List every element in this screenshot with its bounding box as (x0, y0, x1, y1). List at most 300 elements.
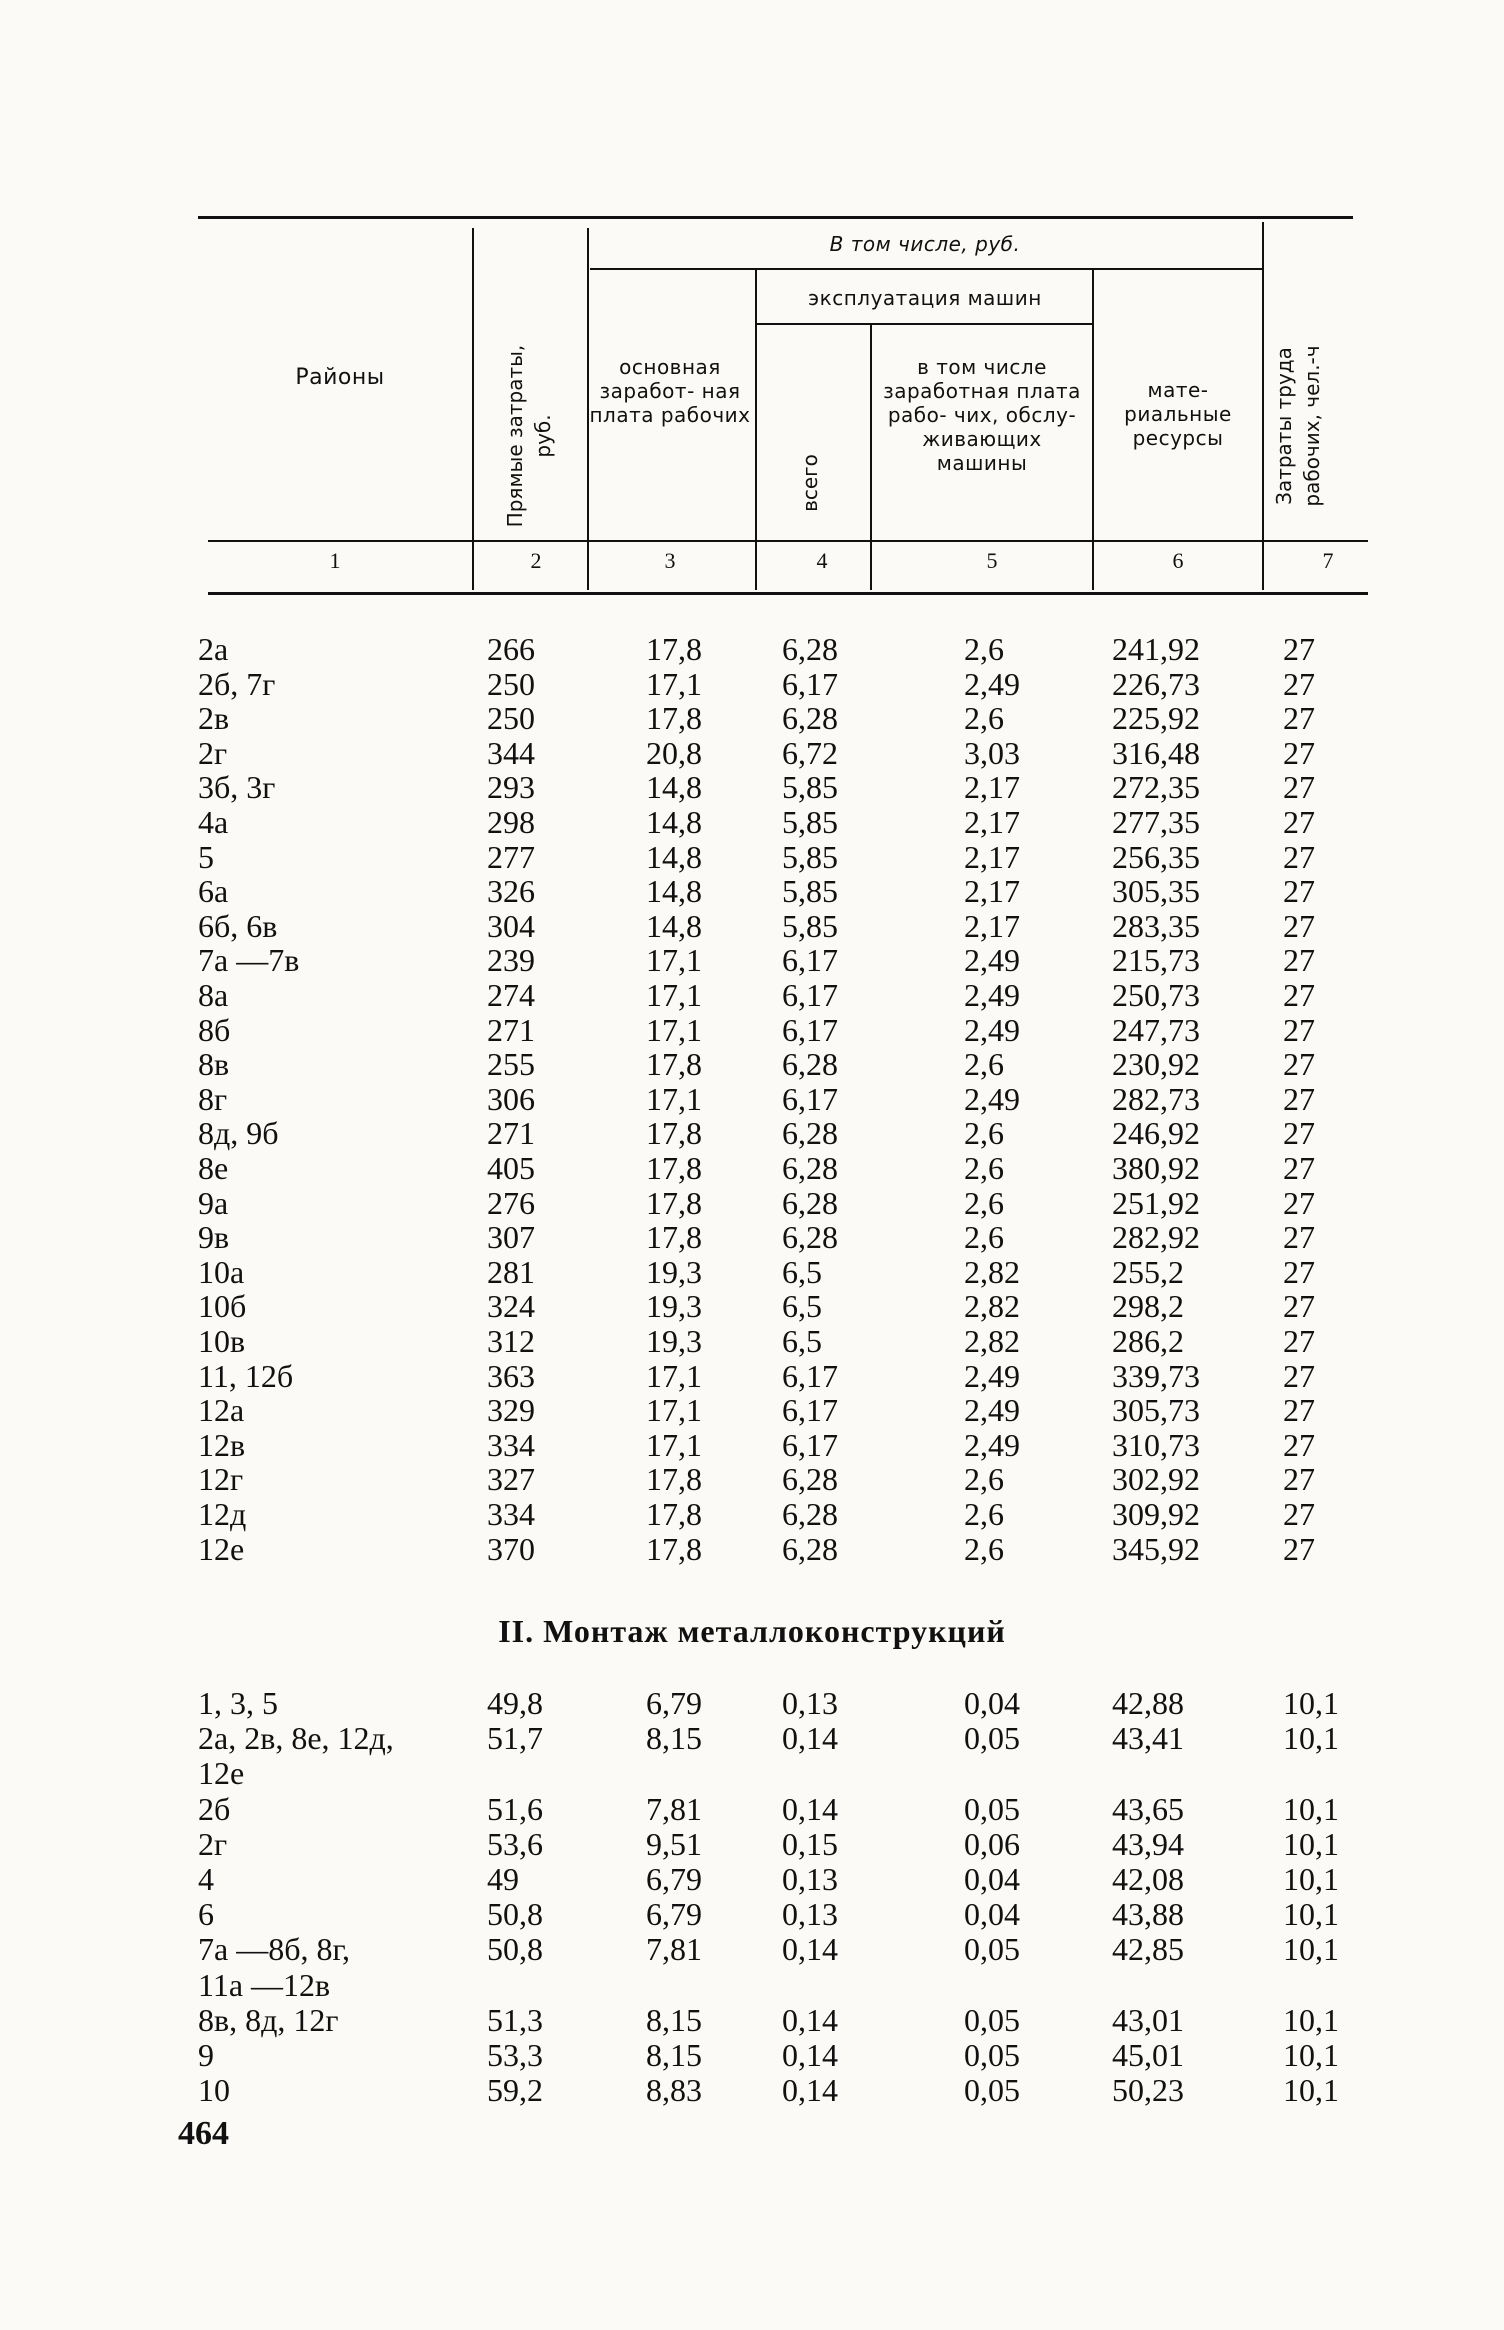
cell-col-1: 3б, 3г (198, 769, 276, 806)
cell-col-5: 2,6 (964, 700, 1004, 737)
cell-col-1: 10 (198, 2072, 230, 2109)
cell-col-6: 247,73 (1112, 1011, 1200, 1048)
cell-col-7: 27 (1283, 1288, 1315, 1325)
cell-col-4: 0,14 (782, 1790, 838, 1827)
cell-col-6: 345,92 (1112, 1530, 1200, 1567)
cell-col-4: 6,28 (782, 700, 838, 737)
cell-col-5: 2,49 (964, 1392, 1020, 1429)
group-rule (590, 268, 1262, 270)
header-bottom-rule (208, 540, 1368, 542)
cell-col-7: 10,1 (1283, 1825, 1339, 1862)
cell-col-1: 7а —7в (198, 942, 300, 979)
cell-col-3: 14,8 (646, 769, 702, 806)
cell-col-1: 6а (198, 873, 229, 910)
cell-col-7: 27 (1283, 1080, 1315, 1117)
cell-col-1: 8е (198, 1150, 229, 1186)
cell-col-3: 17,8 (646, 1115, 702, 1152)
cell-col-1: 6 (198, 1896, 214, 1933)
cell-col-5: 2,49 (964, 942, 1020, 979)
cell-col-6: 215,73 (1112, 942, 1200, 979)
cell-col-3: 8,15 (646, 2001, 702, 2038)
cell-col-3: 17,1 (646, 1392, 702, 1429)
cell-col-5: 2,82 (964, 1288, 1020, 1325)
cell-col-1: 10а (198, 1253, 245, 1290)
table-row (0, 1116, 1504, 1150)
cell-col-7: 27 (1283, 700, 1315, 737)
cell-col-6: 305,35 (1112, 873, 1200, 910)
table-row (0, 978, 1504, 1012)
cell-col-2: 50,8 (487, 1896, 543, 1933)
table-row (0, 1393, 1504, 1427)
cell-col-2: 53,6 (487, 1825, 543, 1862)
table-row (0, 2003, 1504, 2037)
table-row (0, 1532, 1504, 1566)
cell-col-6: 43,88 (1112, 1896, 1184, 1933)
table-row (0, 736, 1504, 770)
cell-col-4: 5,85 (782, 907, 838, 944)
cell-col-7: 10,1 (1283, 1931, 1339, 1968)
cell-col-4: 6,5 (782, 1288, 822, 1325)
cell-col-2: 51,3 (487, 2001, 543, 2038)
cell-col-2: 59,2 (487, 2072, 543, 2109)
cell-col-4: 6,28 (782, 1530, 838, 1567)
cell-col-5: 2,6 (964, 631, 1004, 667)
table-row (0, 1359, 1504, 1393)
cell-col-1: 9а (198, 1184, 229, 1221)
cell-col-3: 19,3 (646, 1253, 702, 1290)
cell-col-5: 0,05 (964, 2001, 1020, 2038)
table-row (0, 632, 1504, 666)
cell-col-7: 27 (1283, 873, 1315, 910)
cell-col-1: 8д, 9б (198, 1115, 279, 1152)
cell-col-4: 0,14 (782, 2072, 838, 2109)
cell-col-7: 27 (1283, 631, 1315, 667)
cell-col-3: 7,81 (646, 1931, 702, 1968)
cell-col-6: 282,92 (1112, 1219, 1200, 1256)
cell-col-1: 8в, 8д, 12г (198, 2001, 339, 2038)
cell-col-6: 272,35 (1112, 769, 1200, 806)
cell-col-2: 307 (487, 1219, 535, 1256)
cell-col-3: 17,8 (646, 1461, 702, 1498)
cell-col-2: 53,3 (487, 2037, 543, 2073)
cell-col-4: 6,28 (782, 1219, 838, 1256)
cell-col-4: 6,17 (782, 1426, 838, 1463)
cell-col-2: 363 (487, 1357, 535, 1394)
cell-col-2: 312 (487, 1323, 535, 1359)
table-row (0, 1151, 1504, 1185)
cell-col-7: 27 (1283, 1253, 1315, 1290)
cell-col-2: 281 (487, 1253, 535, 1290)
header-top-rule (198, 216, 1353, 219)
cell-col-1: 6б, 6в (198, 907, 278, 944)
header-zarplata-mashiny: в том числе заработная плата рабо- чих, обслу- живающих машины (883, 355, 1081, 475)
cell-col-3: 8,15 (646, 1720, 702, 1757)
cell-col-6: 50,23 (1112, 2072, 1184, 2109)
cell-col-6: 339,73 (1112, 1357, 1200, 1394)
cell-col-6: 241,92 (1112, 631, 1200, 667)
cell-col-2: 51,7 (487, 1720, 543, 1757)
cell-col-2: 298 (487, 804, 535, 840)
cell-col-3: 17,1 (646, 1080, 702, 1117)
table-row (0, 1289, 1504, 1323)
cell-col-7: 27 (1283, 734, 1315, 771)
cell-col-2: 271 (487, 1011, 535, 1048)
cell-col-5: 0,05 (964, 1790, 1020, 1827)
cell-col-4: 6,28 (782, 1184, 838, 1221)
colnum-3: 3 (664, 548, 676, 573)
cell-col-3: 17,8 (646, 1046, 702, 1083)
cell-col-1: 12в (198, 1426, 246, 1463)
cell-col-4: 5,85 (782, 838, 838, 875)
colnum-7: 7 (1322, 548, 1334, 573)
table-row (0, 909, 1504, 943)
cell-col-3: 17,1 (646, 977, 702, 1013)
header-zatraty-truda: Затраты труда рабочих, чел.-ч (1272, 345, 1324, 507)
cell-col-6: 230,92 (1112, 1046, 1200, 1083)
table-row (0, 805, 1504, 839)
cell-col-2: 405 (487, 1150, 535, 1186)
table-row (0, 1897, 1504, 1931)
cell-col-3: 17,1 (646, 1426, 702, 1463)
cell-col-3: 17,1 (646, 1011, 702, 1048)
cell-col-6: 316,48 (1112, 734, 1200, 771)
cell-col-1: 12г (198, 1461, 244, 1498)
cell-col-4: 6,72 (782, 734, 838, 771)
cell-col-4: 6,28 (782, 1115, 838, 1152)
cell-col-6: 42,08 (1112, 1861, 1184, 1897)
cell-col-4: 6,17 (782, 942, 838, 979)
cell-col-5: 2,6 (964, 1219, 1004, 1256)
cell-col-3: 17,8 (646, 631, 702, 667)
cell-col-5: 3,03 (964, 734, 1020, 771)
cell-col-4: 0,14 (782, 1720, 838, 1757)
cell-col-3: 20,8 (646, 734, 702, 771)
cell-col-4: 0,13 (782, 1861, 838, 1897)
header-osnovnaya-zarplata: основная заработ- ная плата рабочих (589, 355, 751, 427)
cell-col-4: 5,85 (782, 769, 838, 806)
cell-col-5: 0,05 (964, 2037, 1020, 2073)
cell-col-7: 27 (1283, 1011, 1315, 1048)
cell-col-4: 6,17 (782, 1357, 838, 1394)
cell-col-5: 0,05 (964, 1931, 1020, 1968)
cell-col-1: 8б (198, 1011, 231, 1048)
cell-col-3: 8,83 (646, 2072, 702, 2109)
cell-col-2: 277 (487, 838, 535, 875)
cell-col-7: 27 (1283, 665, 1315, 702)
table-row (0, 1756, 1504, 1790)
cell-col-2: 306 (487, 1080, 535, 1117)
cell-col-4: 6,17 (782, 1011, 838, 1048)
cell-col-1: 12д (198, 1496, 247, 1532)
cell-col-3: 14,8 (646, 873, 702, 910)
cell-col-2: 334 (487, 1426, 535, 1463)
cell-col-3: 17,8 (646, 1496, 702, 1532)
cell-col-1: 10в (198, 1323, 246, 1359)
cell-col-3: 17,8 (646, 1219, 702, 1256)
table-row (0, 1082, 1504, 1116)
cell-col-7: 10,1 (1283, 1685, 1339, 1721)
cell-col-7: 10,1 (1283, 1861, 1339, 1897)
colnum-6: 6 (1172, 548, 1184, 573)
cell-col-6: 282,73 (1112, 1080, 1200, 1117)
table-row (0, 1428, 1504, 1462)
table-row (0, 2073, 1504, 2107)
cell-col-1: 12а (198, 1392, 245, 1429)
table-row (0, 1324, 1504, 1358)
cell-col-5: 2,6 (964, 1046, 1004, 1083)
cell-col-4: 6,5 (782, 1253, 822, 1290)
cell-col-1: 8в (198, 1046, 230, 1083)
cell-col-1: 11а —12в (198, 1966, 331, 2003)
cell-col-4: 6,17 (782, 1392, 838, 1429)
cell-col-3: 17,8 (646, 1184, 702, 1221)
cell-col-6: 251,92 (1112, 1184, 1200, 1221)
table-row (0, 1792, 1504, 1826)
cell-col-3: 19,3 (646, 1323, 702, 1359)
header-subgroup-ekspluatatsiya: эксплуатация машин (808, 286, 1042, 310)
cell-col-6: 43,01 (1112, 2001, 1184, 2038)
cell-col-6: 43,41 (1112, 1720, 1184, 1757)
cell-col-7: 10,1 (1283, 2037, 1339, 2073)
cell-col-7: 27 (1283, 1426, 1315, 1463)
cell-col-4: 0,14 (782, 2037, 838, 2073)
cell-col-5: 2,17 (964, 804, 1020, 840)
cell-col-1: 4 (198, 1861, 214, 1897)
vrule-5 (1092, 270, 1094, 590)
cell-col-7: 27 (1283, 1115, 1315, 1152)
cell-col-2: 271 (487, 1115, 535, 1152)
page-number: 464 (178, 2115, 229, 2152)
table-row (0, 1047, 1504, 1081)
cell-col-7: 27 (1283, 942, 1315, 979)
table-row (0, 1862, 1504, 1896)
cell-col-5: 2,17 (964, 838, 1020, 875)
cell-col-3: 9,51 (646, 1825, 702, 1862)
cell-col-2: 334 (487, 1496, 535, 1532)
cell-col-7: 27 (1283, 1046, 1315, 1083)
cell-col-2: 324 (487, 1288, 535, 1325)
cell-col-4: 6,28 (782, 1496, 838, 1532)
table-row (0, 1827, 1504, 1861)
cell-col-6: 309,92 (1112, 1496, 1200, 1532)
cell-col-6: 302,92 (1112, 1461, 1200, 1498)
cell-col-2: 304 (487, 907, 535, 944)
cell-col-4: 6,17 (782, 665, 838, 702)
header-pryamye-zatraty: Прямые затраты, руб. (503, 344, 555, 528)
cell-col-4: 5,85 (782, 873, 838, 910)
cell-col-7: 27 (1283, 1150, 1315, 1186)
cell-col-1: 2а (198, 631, 229, 667)
cell-col-5: 0,04 (964, 1896, 1020, 1933)
header-materialnye-resursy: мате- риальные ресурсы (1124, 378, 1232, 450)
cell-col-1: 9в (198, 1219, 230, 1256)
header-rayony: Районы (295, 365, 385, 390)
cell-col-2: 326 (487, 873, 535, 910)
table-row (0, 667, 1504, 701)
cell-col-1: 5 (198, 838, 214, 875)
table-row (0, 770, 1504, 804)
cell-col-4: 6,5 (782, 1323, 822, 1359)
cell-col-6: 225,92 (1112, 700, 1200, 737)
cell-col-1: 11, 12б (198, 1357, 294, 1394)
colnum-5: 5 (986, 548, 998, 573)
colnum-bottom-rule (208, 592, 1368, 595)
cell-col-1: 9 (198, 2037, 214, 2073)
cell-col-1: 8а (198, 977, 229, 1013)
cell-col-2: 239 (487, 942, 535, 979)
cell-col-7: 27 (1283, 1323, 1315, 1359)
cell-col-3: 17,1 (646, 665, 702, 702)
cell-col-1: 2в (198, 700, 230, 737)
cell-col-5: 2,49 (964, 665, 1020, 702)
cell-col-1: 4а (198, 804, 229, 840)
cell-col-6: 380,92 (1112, 1150, 1200, 1186)
cell-col-1: 2г (198, 734, 228, 771)
cell-col-1: 2б (198, 1790, 231, 1827)
cell-col-3: 17,1 (646, 1357, 702, 1394)
cell-col-4: 6,28 (782, 631, 838, 667)
colnum-2: 2 (530, 548, 542, 573)
cell-col-5: 2,17 (964, 907, 1020, 944)
header-group-v-tom-chisle: В том числе, руб. (829, 232, 1021, 256)
cell-col-5: 2,49 (964, 1426, 1020, 1463)
cell-col-7: 27 (1283, 907, 1315, 944)
cell-col-4: 5,85 (782, 804, 838, 840)
cell-col-3: 17,8 (646, 700, 702, 737)
cell-col-6: 283,35 (1112, 907, 1200, 944)
table-row (0, 943, 1504, 977)
cell-col-4: 6,28 (782, 1461, 838, 1498)
cell-col-5: 2,82 (964, 1323, 1020, 1359)
cell-col-1: 12е (198, 1530, 245, 1567)
cell-col-3: 17,8 (646, 1530, 702, 1567)
cell-col-2: 276 (487, 1184, 535, 1221)
table-row (0, 1721, 1504, 1755)
cell-col-5: 2,49 (964, 1011, 1020, 1048)
cell-col-7: 27 (1283, 1461, 1315, 1498)
cell-col-5: 2,6 (964, 1461, 1004, 1498)
cell-col-3: 8,15 (646, 2037, 702, 2073)
cell-col-5: 0,05 (964, 2072, 1020, 2109)
cell-col-7: 10,1 (1283, 1790, 1339, 1827)
cell-col-3: 17,1 (646, 942, 702, 979)
table-row (0, 1013, 1504, 1047)
cell-col-5: 2,17 (964, 769, 1020, 806)
cell-col-7: 10,1 (1283, 2001, 1339, 2038)
cell-col-6: 305,73 (1112, 1392, 1200, 1429)
cell-col-7: 10,1 (1283, 1720, 1339, 1757)
colnum-4: 4 (816, 548, 828, 573)
cell-col-3: 6,79 (646, 1685, 702, 1721)
cell-col-3: 14,8 (646, 838, 702, 875)
cell-col-2: 293 (487, 769, 535, 806)
cell-col-4: 6,17 (782, 977, 838, 1013)
cell-col-5: 0,05 (964, 1720, 1020, 1757)
cell-col-6: 250,73 (1112, 977, 1200, 1013)
cell-col-7: 27 (1283, 804, 1315, 840)
cell-col-6: 277,35 (1112, 804, 1200, 840)
table-row (0, 1462, 1504, 1496)
subgroup-rule (757, 323, 1092, 325)
section-title: II. Монтаж металлоконструкций (498, 1613, 1006, 1649)
table-row (0, 1186, 1504, 1220)
cell-col-1: 12е (198, 1755, 245, 1792)
cell-col-7: 27 (1283, 1357, 1315, 1394)
colnum-1: 1 (329, 548, 341, 573)
cell-col-5: 2,6 (964, 1115, 1004, 1152)
cell-col-5: 2,6 (964, 1496, 1004, 1532)
table-row (0, 874, 1504, 908)
cell-col-6: 310,73 (1112, 1426, 1200, 1463)
cell-col-2: 49 (487, 1861, 519, 1897)
vrule-6 (1262, 222, 1264, 590)
cell-col-3: 14,8 (646, 804, 702, 840)
cell-col-3: 14,8 (646, 907, 702, 944)
cell-col-7: 27 (1283, 1184, 1315, 1221)
header-vsego: всего (798, 454, 822, 512)
cell-col-5: 2,6 (964, 1150, 1004, 1186)
table-row (0, 1932, 1504, 1966)
cell-col-2: 250 (487, 700, 535, 737)
cell-col-5: 0,04 (964, 1685, 1020, 1721)
cell-col-7: 27 (1283, 1392, 1315, 1429)
cell-col-3: 6,79 (646, 1861, 702, 1897)
cell-col-2: 329 (487, 1392, 535, 1429)
cell-col-1: 8г (198, 1080, 228, 1117)
table-row (0, 1497, 1504, 1531)
cell-col-5: 2,17 (964, 873, 1020, 910)
table-row (0, 1968, 1504, 2002)
cell-col-1: 7а —8б, 8г, (198, 1931, 350, 1968)
cell-col-6: 246,92 (1112, 1115, 1200, 1152)
cell-col-5: 2,49 (964, 1080, 1020, 1117)
cell-col-4: 6,28 (782, 1046, 838, 1083)
cell-col-7: 27 (1283, 1530, 1315, 1567)
cell-col-5: 2,6 (964, 1184, 1004, 1221)
cell-col-4: 0,14 (782, 2001, 838, 2038)
cell-col-2: 49,8 (487, 1685, 543, 1721)
cell-col-6: 255,2 (1112, 1253, 1184, 1290)
cell-col-7: 27 (1283, 838, 1315, 875)
cell-col-7: 27 (1283, 1496, 1315, 1532)
table-row (0, 1686, 1504, 1720)
table-row (0, 1220, 1504, 1254)
vrule-4 (870, 325, 872, 590)
cell-col-3: 6,79 (646, 1896, 702, 1933)
cell-col-6: 42,85 (1112, 1931, 1184, 1968)
cell-col-1: 2б, 7г (198, 665, 276, 702)
cell-col-1: 1, 3, 5 (198, 1685, 278, 1721)
table-row (0, 2038, 1504, 2072)
cell-col-7: 10,1 (1283, 1896, 1339, 1933)
cell-col-6: 43,65 (1112, 1790, 1184, 1827)
cell-col-2: 51,6 (487, 1790, 543, 1827)
cell-col-6: 286,2 (1112, 1323, 1184, 1359)
cell-col-5: 2,49 (964, 1357, 1020, 1394)
cell-col-2: 327 (487, 1461, 535, 1498)
cell-col-7: 27 (1283, 977, 1315, 1013)
table-row (0, 840, 1504, 874)
cell-col-7: 27 (1283, 1219, 1315, 1256)
cell-col-6: 256,35 (1112, 838, 1200, 875)
cell-col-2: 250 (487, 665, 535, 702)
cell-col-1: 2г (198, 1825, 228, 1862)
vrule-1 (472, 228, 474, 590)
cell-col-5: 0,04 (964, 1861, 1020, 1897)
cell-col-4: 6,17 (782, 1080, 838, 1117)
cell-col-2: 344 (487, 734, 535, 771)
table-row (0, 1255, 1504, 1289)
